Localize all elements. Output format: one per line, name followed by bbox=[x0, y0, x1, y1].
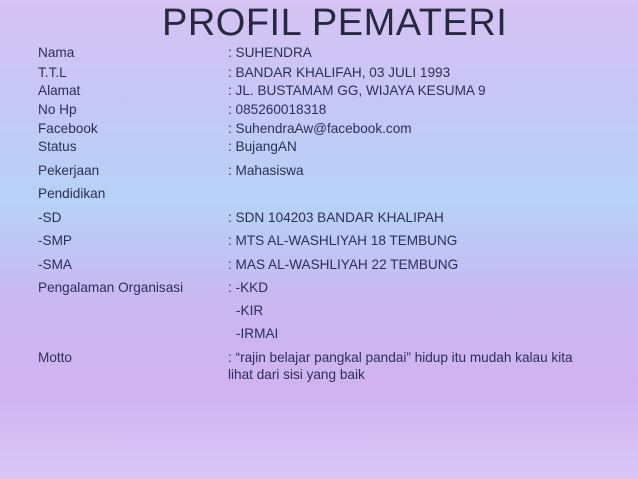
value-pekerjaan: : Mahasiswa bbox=[228, 163, 304, 178]
label-nama: Nama bbox=[38, 45, 75, 60]
label-pekerjaan: Pekerjaan bbox=[38, 163, 100, 178]
label-motto: Motto bbox=[38, 350, 72, 365]
value-organisasi-3: -IRMAI bbox=[236, 326, 279, 341]
value-status: : BujangAN bbox=[228, 139, 297, 154]
slide-title: PROFIL PEMATERI bbox=[162, 2, 508, 44]
value-alamat: : JL. BUSTAMAM GG, WIJAYA KESUMA 9 bbox=[228, 83, 486, 98]
label-status: Status bbox=[38, 139, 77, 154]
value-motto: : “rajin belajar pangkal pandai” hidup itu mudah kalau kita lihat dari sisi yang baik bbox=[228, 350, 573, 382]
value-facebook: : SuhendraAw@facebook.com bbox=[228, 121, 412, 136]
label-ttl: T.T.L bbox=[38, 65, 67, 80]
value-sd: : SDN 104203 BANDAR KHALIPAH bbox=[228, 210, 444, 225]
label-smp: -SMP bbox=[38, 233, 72, 248]
value-nama: : SUHENDRA bbox=[228, 45, 312, 60]
label-pendidikan: Pendidikan bbox=[38, 186, 106, 201]
value-ttl: : BANDAR KHALIFAH, 03 JULI 1993 bbox=[228, 65, 451, 80]
label-sd: -SD bbox=[38, 210, 62, 225]
value-nohp: : 085260018318 bbox=[228, 102, 327, 117]
label-nohp: No Hp bbox=[38, 102, 77, 117]
label-facebook: Facebook bbox=[38, 121, 98, 136]
label-organisasi: Pengalaman Organisasi bbox=[38, 280, 184, 295]
value-sma: : MAS AL-WASHLIYAH 22 TEMBUNG bbox=[228, 257, 459, 272]
label-alamat: Alamat bbox=[38, 83, 81, 98]
value-smp: : MTS AL-WASHLIYAH 18 TEMBUNG bbox=[228, 233, 458, 248]
value-organisasi-2: -KIR bbox=[236, 303, 264, 318]
label-sma: -SMA bbox=[38, 257, 72, 272]
value-organisasi-1: : -KKD bbox=[228, 280, 269, 295]
